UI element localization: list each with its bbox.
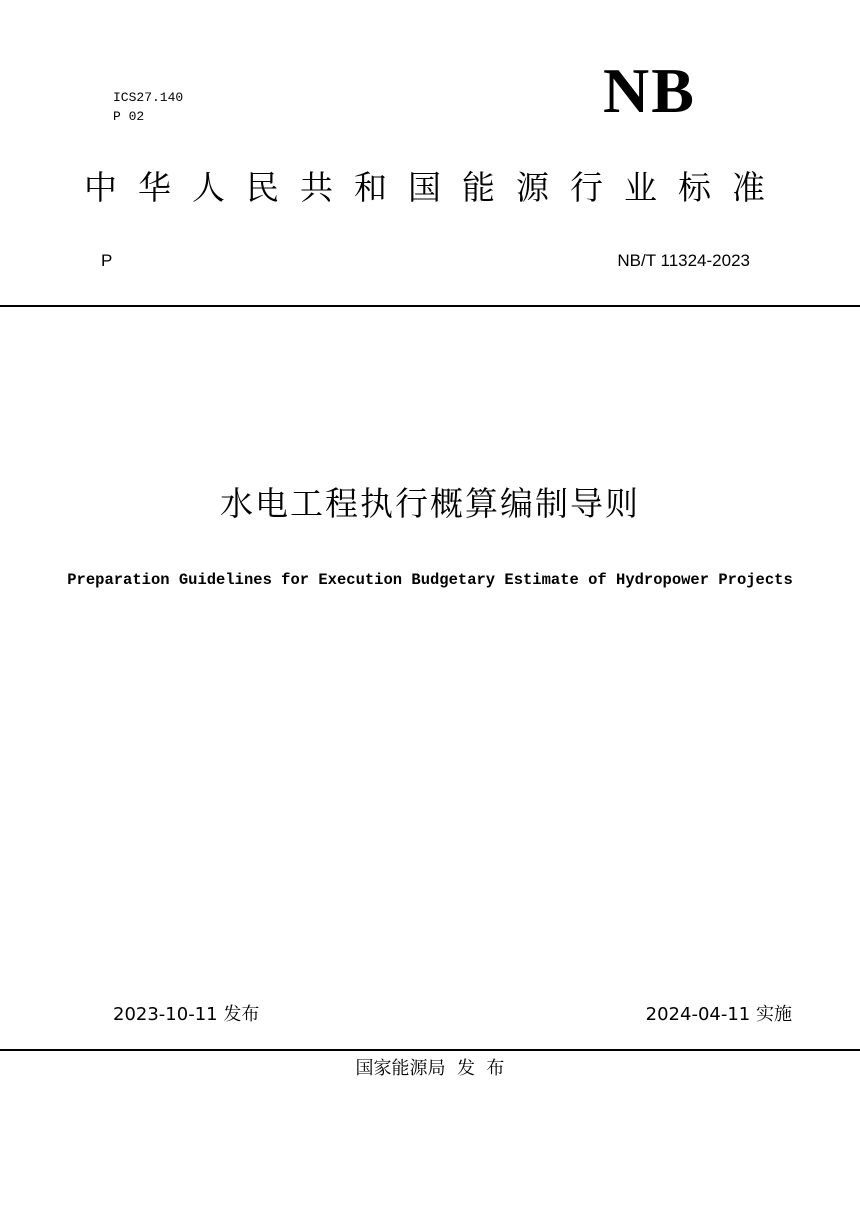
document-title-english: Preparation Guidelines for Execution Budgetary Estimate of Hydropower Projects — [67, 571, 793, 589]
implementation-date: 2024-04-11 实施 — [645, 1004, 792, 1025]
top-divider — [0, 305, 860, 307]
document-title-chinese: 水电工程执行概算编制导则 — [220, 484, 640, 523]
issue-date: 2023-10-11 发布 — [113, 1004, 260, 1025]
ics-code: ICS27.140 — [113, 90, 184, 105]
bottom-divider — [0, 1049, 860, 1051]
nb-logo: NB — [603, 55, 696, 126]
issuing-authority: 国家能源局 发 布 — [355, 1058, 505, 1079]
filing-mark: P — [101, 251, 113, 270]
industry-standard-heading: 中华人民共和国能源行业标准 — [84, 168, 786, 207]
standard-number: NB/T 11324-2023 — [617, 251, 750, 270]
ccs-code: P 02 — [113, 109, 145, 124]
